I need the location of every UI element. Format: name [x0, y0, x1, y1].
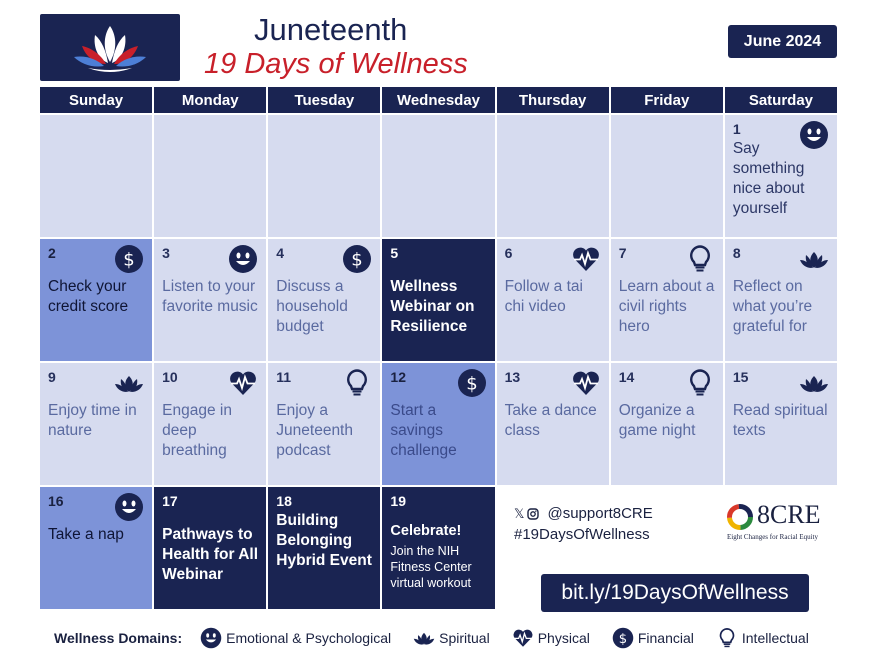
- day-activity: Take a nap: [48, 526, 124, 543]
- day-number: 8: [732, 245, 741, 261]
- social-handle[interactable]: @support8CRE: [547, 505, 653, 522]
- day-cell-19: [382, 487, 494, 609]
- day-cell-16: [40, 487, 152, 609]
- day-cell-8: [725, 239, 837, 361]
- lightbulb-icon: [716, 627, 738, 649]
- day-cell-9: [40, 363, 152, 485]
- day-activity: Say something nice about yourself: [732, 140, 805, 217]
- legend-label: Financial: [637, 630, 694, 646]
- smiley-icon: [114, 492, 144, 522]
- day-number: 4: [276, 245, 285, 261]
- instagram-icon: [527, 508, 539, 520]
- day-cell-5: [382, 239, 494, 361]
- day-number: 5: [390, 245, 399, 261]
- day-number: 7: [618, 245, 627, 261]
- day-activity: Enjoy time in nature: [48, 402, 137, 439]
- legend-item-intellectual: [716, 627, 809, 649]
- brand-tagline: Eight Changes for Racial Equity: [727, 533, 818, 541]
- page-title: Juneteenth: [254, 12, 408, 47]
- empty-cell: [268, 115, 380, 237]
- legend-label: Emotional & Psychological: [226, 630, 392, 646]
- day-number: 1: [732, 121, 741, 137]
- legend-label: Intellectual: [741, 630, 809, 646]
- lotus-icon: [799, 244, 829, 274]
- lotus-icon: [413, 627, 435, 649]
- smiley-icon: [200, 627, 222, 649]
- day-activity: Take a dance class: [504, 402, 597, 439]
- legend-item-physical: [512, 627, 590, 649]
- day-header-monday: Monday: [154, 87, 266, 113]
- day-activity: Building Belonging Hybrid Event: [276, 512, 372, 569]
- day-activity: Follow a tai chi video: [504, 278, 583, 315]
- day-activity-detail: Join the NIH Fitness Center virtual workout: [390, 544, 472, 590]
- day-cell-15: [725, 363, 837, 485]
- day-activity: Check your credit score: [48, 278, 129, 315]
- day-cell-18: [268, 487, 380, 609]
- day-number: 10: [162, 369, 178, 385]
- day-cell-2: [40, 239, 152, 361]
- dollar-icon: [342, 244, 372, 274]
- page-subtitle: 19 Days of Wellness: [204, 48, 468, 80]
- day-number: 19: [390, 493, 406, 509]
- lightbulb-icon: [685, 244, 715, 274]
- calendar-grid: [40, 87, 837, 609]
- x-logo-icon: 𝕏: [514, 506, 525, 521]
- day-activity: Pathways to Health for All Webinar: [162, 526, 259, 583]
- lotus-logo-icon: [70, 22, 150, 74]
- day-cell-3: [154, 239, 266, 361]
- day-header-friday: Friday: [611, 87, 723, 113]
- day-number: 11: [276, 369, 292, 385]
- lightbulb-icon: [685, 368, 715, 398]
- day-number: 9: [48, 369, 56, 385]
- hashtag[interactable]: #19DaysOfWellness: [514, 526, 650, 543]
- heartbeat-icon: [512, 627, 534, 649]
- day-activity: Wellness Webinar on Resilience: [390, 278, 475, 335]
- day-number: 6: [504, 245, 513, 261]
- day-header-wednesday: Wednesday: [382, 87, 494, 113]
- day-header-saturday: Saturday: [725, 87, 837, 113]
- day-number: 2: [48, 245, 56, 261]
- day-activity: Reflect on what you’re grateful for: [732, 278, 813, 335]
- heartbeat-icon: [228, 368, 258, 398]
- legend-title: Wellness Domains:: [54, 630, 183, 646]
- ring-logo-icon: [725, 502, 755, 532]
- day-cell-12: [382, 363, 494, 485]
- lightbulb-icon: [342, 368, 372, 398]
- legend-label: Physical: [537, 630, 590, 646]
- dollar-icon: [612, 627, 634, 649]
- day-number: 13: [504, 369, 521, 385]
- brand-name: 8CRE: [757, 500, 821, 529]
- dollar-icon: [114, 244, 144, 274]
- date-badge: June 2024: [728, 25, 837, 58]
- day-header-tuesday: Tuesday: [268, 87, 380, 113]
- day-number: 16: [48, 493, 64, 509]
- social-block: [514, 503, 684, 545]
- legend-item-financial: [612, 627, 694, 649]
- day-activity: Enjoy a Juneteenth podcast: [276, 402, 353, 459]
- legend-item-spiritual: [413, 627, 490, 649]
- legend-label: Spiritual: [439, 630, 490, 646]
- legend: [54, 626, 831, 650]
- day-cell-10: [154, 363, 266, 485]
- day-activity: Start a savings challenge: [390, 402, 457, 459]
- heartbeat-icon: [571, 368, 601, 398]
- day-cell-4: [268, 239, 380, 361]
- empty-cell: [40, 115, 152, 237]
- day-activity: Discuss a household budget: [276, 278, 348, 335]
- day-number: 18: [276, 493, 292, 509]
- empty-cell: [497, 115, 609, 237]
- lotus-icon: [114, 368, 144, 398]
- day-cell-11: [268, 363, 380, 485]
- empty-cell: [154, 115, 266, 237]
- day-activity: Celebrate!: [390, 523, 462, 539]
- day-cell-7: [611, 239, 723, 361]
- day-activity: Organize a game night: [618, 402, 696, 439]
- day-cell-1: [725, 115, 837, 237]
- smiley-icon: [228, 244, 258, 274]
- day-header-thursday: Thursday: [497, 87, 609, 113]
- heartbeat-icon: [571, 244, 601, 274]
- legend-item-emotional: [200, 627, 391, 649]
- day-activity: Listen to your favorite music: [162, 278, 258, 315]
- day-number: 14: [618, 369, 635, 385]
- dollar-icon: [457, 368, 487, 398]
- day-number: 17: [162, 493, 178, 509]
- day-number: 12: [390, 369, 406, 385]
- day-cell-14: [611, 363, 723, 485]
- url-link[interactable]: bit.ly/19DaysOfWellness: [541, 574, 809, 612]
- day-activity: Read spiritual texts: [732, 402, 828, 439]
- day-activity: Learn about a civil rights hero: [618, 278, 715, 335]
- day-cell-13: [497, 363, 609, 485]
- empty-cell: [382, 115, 494, 237]
- smiley-icon: [799, 120, 829, 150]
- day-cell-6: [497, 239, 609, 361]
- day-number: 3: [162, 245, 170, 261]
- day-cell-17: [154, 487, 266, 609]
- lotus-icon: [799, 368, 829, 398]
- empty-cell: [611, 115, 723, 237]
- lotus-logo: [40, 14, 180, 81]
- day-activity: Engage in deep breathing: [162, 402, 232, 459]
- day-header-sunday: Sunday: [40, 87, 152, 113]
- day-number: 15: [732, 369, 749, 385]
